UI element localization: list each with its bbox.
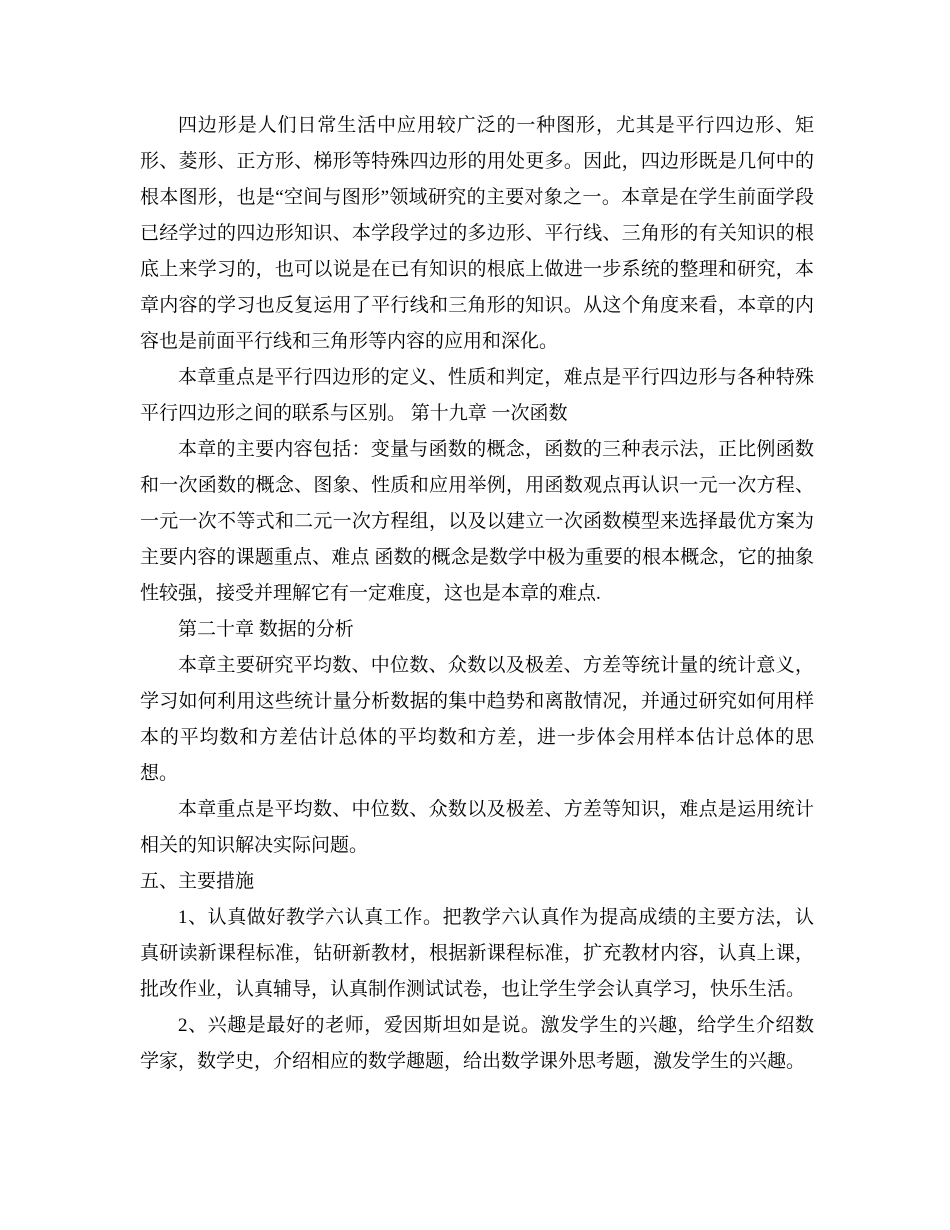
para-ch18-key-points: 本章重点是平行四边形的定义、性质和判定，难点是平行四边形与各种特殊平行四边形之间的联系与区别。 第十九章 一次函数 xyxy=(140,367,814,424)
para-ch19-content: 本章的主要内容包括：变量与函数的概念，函数的三种表示法，正比例函数和一次函数的概念、图象、性质和应用举例，用函数观点再认识一元一次方程、一元一次不等式和二元一次方程组，以及以建立一次函数模型来选择最优方案为主要内容的课题重点、难点 函数的概念是数学中极为重要的根本概念，它的抽象性较强，接受并理解它有一定难度，这也是本章的难点. xyxy=(140,439,814,604)
document-content xyxy=(140,108,814,1080)
para-ch20-key-points: 本章重点是平均数、中位数、众数以及极差、方差等知识，难点是运用统计相关的知识解决实际问题。 xyxy=(140,799,814,856)
para-quadrilateral-overview: 四边形是人们日常生活中应用较广泛的一种图形，尤其是平行四边形、矩形、菱形、正方形、梯形等特殊四边形的用处更多。因此，四边形既是几何中的根本图形，也是“空间与图形”领域研究的主要对象之一。本章是在学生前面学段已经学过的四边形知识、本学段学过的多边形、平行线、三角形的有关知识的根底上来学习的，也可以说是在已有知识的根底上做进一步系统的整理和研究，本章内容的学习也反复运用了平行线和三角形的知识。从这个角度来看，本章的内容也是前面平行线和三角形等内容的应用和深化。 xyxy=(140,115,814,352)
para-measure-1: 1、认真做好教学六认真工作。把教学六认真作为提高成绩的主要方法，认真研读新课程标准，钻研新教材，根据新课程标准，扩充教材内容，认真上课，批改作业，认真辅导，认真制作测试试卷，也让学生学会认真学习，快乐生活。 xyxy=(140,907,814,1000)
heading-ch20-title: 第二十章 数据的分析 xyxy=(178,619,354,640)
heading-main-measures: 五、主要措施 xyxy=(140,871,255,892)
para-ch20-content: 本章主要研究平均数、中位数、众数以及极差、方差等统计量的统计意义，学习如何利用这些统计量分析数据的集中趋势和离散情况，并通过研究如何用样本的平均数和方差估计总体的平均数和方差，进一步体会用样本估计总体的思想。 xyxy=(140,655,814,784)
para-measure-2: 2、兴趣是最好的老师，爱因斯坦如是说。激发学生的兴趣，给学生介绍数学家，数学史，介绍相应的数学趣题，给出数学课外思考题，激发学生的兴趣。 xyxy=(140,1015,814,1072)
